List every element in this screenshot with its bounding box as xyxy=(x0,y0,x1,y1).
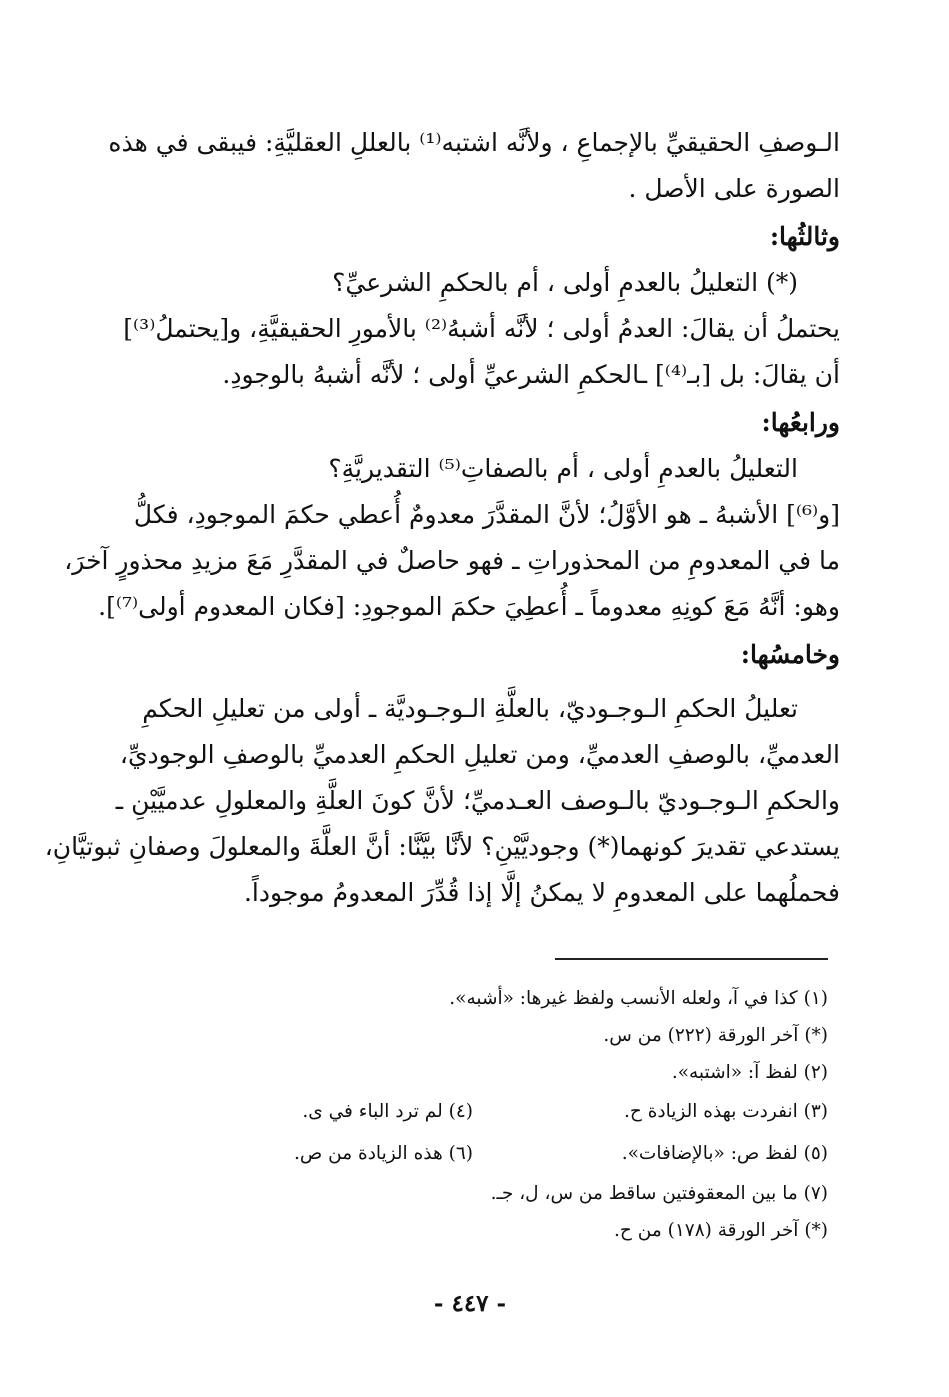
text-line: الصورة على الأصل . xyxy=(628,174,840,203)
text-line: العدميِّ، بالوصفِ العدميِّ، ومن تعليلِ الحكمِ العدميِّ بالوصفِ الوجوديِّ، xyxy=(119,740,840,769)
text-line: [و⁽⁶⁾] الأشبهُ ـ هو الأوَّلُ؛ لأنَّ المقدَّرَ معدومٌ أُعطي حكمَ الموجودِ، فكلُّ xyxy=(133,500,840,529)
text-line: يستدعي تقديرَ كونهما(*) وجوديَّيْنِ؟ لأنَّا بيَّنَّا: أنَّ العلَّةَ والمعلولَ وصفانِ ثبوتيَّانِ، xyxy=(44,832,840,861)
main-text xyxy=(44,120,840,916)
question-line: (*) التعليلُ بالعدمِ أولى ، أم بالحكمِ الشرعيِّ؟ xyxy=(332,268,798,297)
section-heading-third: وثالثُها: xyxy=(769,222,840,251)
text-line: وهو: أنَّهُ مَعَ كونِهِ معدوماً ـ أُعطِيَ حكمَ الموجودِ: [فكان المعدوم أولى⁽⁷⁾]. xyxy=(98,592,840,621)
footnote-1: (١) كذا في آ، ولعله الأنسب ولفظ غيرها: «أشبه». xyxy=(449,988,828,1009)
text-line: يحتملُ أن يقالَ: العدمُ أولى ؛ لأنَّه أشبهُ⁽²⁾ بالأمورِ الحقيقيَّةِ، و[يحتملُ⁽³⁾] xyxy=(123,314,840,343)
section-heading-fourth: ورابعُها: xyxy=(761,408,840,437)
footnotes xyxy=(148,980,828,1249)
text-line: ما في المعدومِ من المحذوراتِ ـ فهو حاصلٌ في المقدَّرِ مَعَ مزيدِ محذورٍ آخرَ، xyxy=(64,546,840,575)
text-line: الـوصفِ الحقيقيِّ بالإجماعِ ، ولأنَّه اشتبه⁽¹⁾ بالعللِ العقليَّةِ: فيبقى في هذه xyxy=(108,128,840,157)
section-heading-fifth: وخامسُها: xyxy=(740,640,840,669)
text-line: فحملُهما على المعدومِ لا يمكنُ إلَّا إذا قُدِّرَ المعدومُ موجوداً. xyxy=(243,878,840,907)
footnote-row xyxy=(148,1133,828,1175)
footnote-4: (٤) لم ترد الباء في ى. xyxy=(302,1101,473,1122)
footnote-7: (٧) ما بين المعقوفتين ساقط من س، ل، جـ. xyxy=(490,1183,828,1204)
footnote-separator xyxy=(555,958,828,960)
footnote-row xyxy=(148,1091,828,1133)
footnote-5: (٥) لفظ ص: «بالإضافات». xyxy=(621,1143,828,1164)
page-number: - ٤٤٧ - xyxy=(433,1290,507,1317)
text-line: أن يقالَ: بل [بـ⁽⁴⁾] ـالحكمِ الشرعيِّ أولى ؛ لأنَّه أشبهُ بالوجودِ. xyxy=(222,360,840,389)
footnote-3: (٣) انفردت بهذه الزيادة ح. xyxy=(623,1101,828,1122)
footnote-6: (٦) هذه الزيادة من ص. xyxy=(294,1143,473,1164)
footnote-star-2: (*) آخر الورقة (١٧٨) من ح. xyxy=(614,1220,828,1241)
text-line: والحكمِ الـوجـوديّ بالـوصف العـدميِّ؛ لأنَّ كونَ العلَّةِ والمعلولِ عدميَّيْنِ ـ xyxy=(115,786,840,815)
footnote-star-1: (*) آخر الورقة (٢٢٢) من س. xyxy=(603,1025,828,1046)
text-line: تعليلُ الحكمِ الـوجـوديّ، بالعلَّةِ الـوجـوديَّة ـ أولى من تعليلِ الحكمِ xyxy=(142,694,798,723)
question-line: التعليلُ بالعدمِ أولى ، أم بالصفاتِ⁽⁵⁾ التقديريَّةِ؟ xyxy=(328,454,798,483)
footnote-2: (٢) لفظ آ: «اشتبه». xyxy=(671,1062,828,1083)
